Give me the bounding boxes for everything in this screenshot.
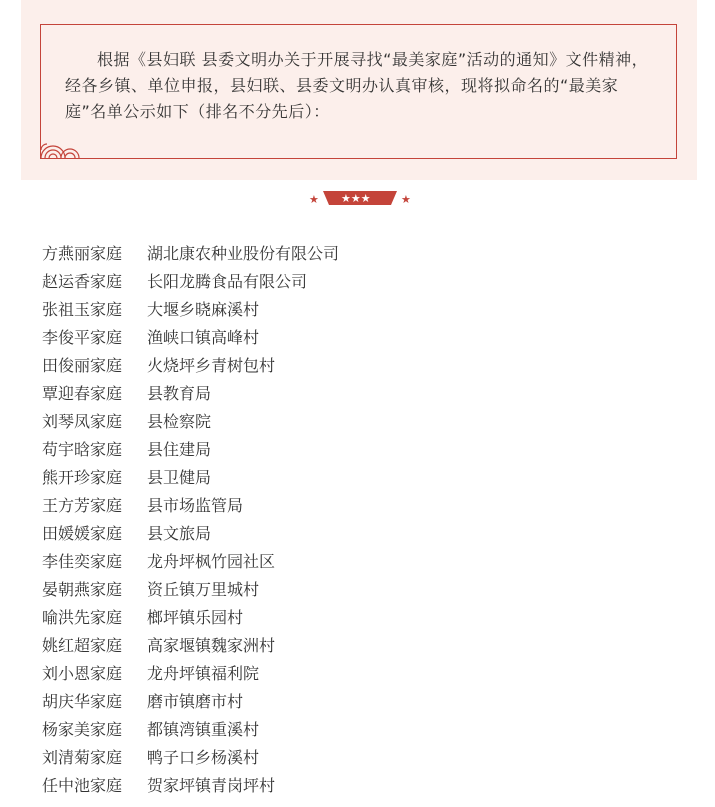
star-divider-icon <box>305 188 415 208</box>
family-unit: 龙舟坪镇福利院 <box>147 663 260 683</box>
family-unit: 都镇湾镇重溪村 <box>147 719 260 739</box>
family-name: 张祖玉家庭 <box>42 299 123 319</box>
family-name: 喻洪先家庭 <box>42 607 123 627</box>
family-row <box>42 294 339 322</box>
family-unit: 贺家坪镇青岗坪村 <box>147 775 276 795</box>
family-row <box>42 490 339 518</box>
family-unit: 湖北康农种业股份有限公司 <box>147 243 340 263</box>
family-row <box>42 378 339 406</box>
family-row <box>42 602 339 630</box>
family-row <box>42 518 339 546</box>
family-name: 熊开珍家庭 <box>42 467 123 487</box>
family-row <box>42 238 339 266</box>
family-row <box>42 658 339 686</box>
family-row <box>42 434 339 462</box>
family-name: 刘琴凤家庭 <box>42 411 123 431</box>
family-name: 方燕丽家庭 <box>42 243 123 263</box>
svg-text:★: ★ <box>401 193 411 206</box>
family-name: 刘清菊家庭 <box>42 747 123 767</box>
family-unit: 渔峡口镇高峰村 <box>147 327 260 347</box>
family-unit: 县文旅局 <box>147 523 212 543</box>
family-unit: 资丘镇万里城村 <box>147 579 260 599</box>
family-row <box>42 350 339 378</box>
family-row <box>42 574 339 602</box>
family-unit: 鸭子口乡杨溪村 <box>147 747 260 767</box>
family-row <box>42 322 339 350</box>
family-unit: 大堰乡晓麻溪村 <box>147 299 260 319</box>
family-name: 刘小恩家庭 <box>42 663 123 683</box>
family-unit: 长阳龙腾食品有限公司 <box>147 271 308 291</box>
family-row <box>42 630 339 658</box>
notice-text: 根据《县妇联 县委文明办关于开展寻找“最美家庭”活动的通知》文件精神，经各乡镇、单位申报，县妇联、县委文明办认真审核，现将拟命名的“最美家庭”名单公示如下（排名不分先后）： <box>65 50 649 121</box>
family-name: 杨家美家庭 <box>42 719 123 739</box>
family-name: 姚红超家庭 <box>42 635 123 655</box>
family-row <box>42 742 339 770</box>
family-name: 田俊丽家庭 <box>42 355 123 375</box>
family-name: 苟宇晗家庭 <box>42 439 123 459</box>
family-name: 李俊平家庭 <box>42 327 123 347</box>
family-row <box>42 266 339 294</box>
family-row <box>42 546 339 574</box>
family-row <box>42 462 339 490</box>
family-unit: 县住建局 <box>147 439 212 459</box>
swirl-decoration-icon <box>39 130 83 160</box>
family-unit: 县检察院 <box>147 411 212 431</box>
family-unit: 县教育局 <box>147 383 212 403</box>
family-name: 田媛媛家庭 <box>42 523 123 543</box>
family-unit: 县市场监管局 <box>147 495 244 515</box>
family-list <box>42 238 339 798</box>
family-name: 覃迎春家庭 <box>42 383 123 403</box>
family-name: 晏朝燕家庭 <box>42 579 123 599</box>
family-unit: 县卫健局 <box>147 467 212 487</box>
family-row <box>42 714 339 742</box>
svg-text:★★★: ★★★ <box>341 192 371 205</box>
family-row <box>42 770 339 798</box>
family-unit: 磨市镇磨市村 <box>147 691 244 711</box>
family-name: 李佳奕家庭 <box>42 551 123 571</box>
notice-box <box>40 24 677 159</box>
svg-text:★: ★ <box>309 193 319 206</box>
family-unit: 龙舟坪枫竹园社区 <box>147 551 276 571</box>
family-row <box>42 406 339 434</box>
family-unit: 榔坪镇乐园村 <box>147 607 244 627</box>
family-name: 任中池家庭 <box>42 775 123 795</box>
family-unit: 高家堰镇魏家洲村 <box>147 635 276 655</box>
family-row <box>42 686 339 714</box>
family-name: 赵运香家庭 <box>42 271 123 291</box>
family-name: 王方芳家庭 <box>42 495 123 515</box>
family-name: 胡庆华家庭 <box>42 691 123 711</box>
family-unit: 火烧坪乡青树包村 <box>147 355 276 375</box>
